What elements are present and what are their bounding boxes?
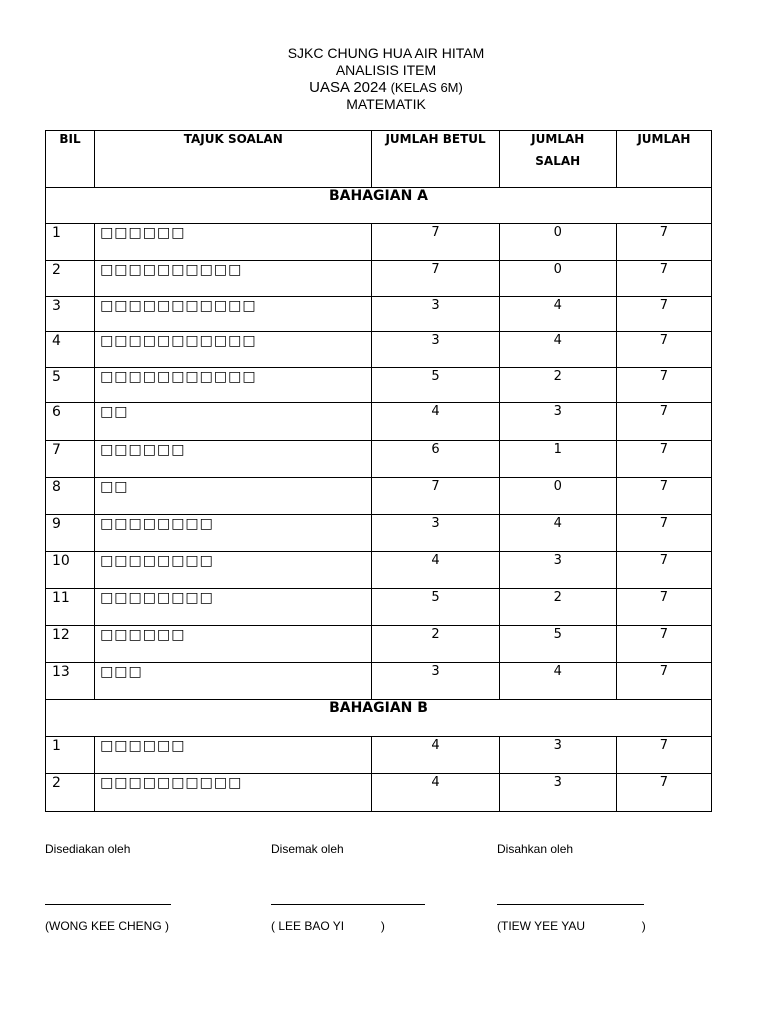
row-wrong-count: 5 — [499, 626, 616, 663]
col-header-total: JUMLAH — [616, 131, 711, 188]
col-header-bil: BIL — [46, 131, 95, 188]
row-total-count: 7 — [616, 663, 711, 700]
signature-name: (TIEW YEE YAU ) — [497, 919, 646, 933]
signature-line — [45, 904, 171, 905]
row-number: 12 — [46, 626, 95, 663]
col-header-wrong-line1: JUMLAH — [531, 132, 585, 146]
row-topic: □□□□□□□□□□□ — [95, 297, 372, 332]
section-header-row — [46, 188, 712, 224]
row-wrong-count: 4 — [499, 515, 616, 552]
signature-label: Disemak oleh — [271, 842, 344, 856]
table-row — [46, 332, 712, 368]
document-title: ANALISIS ITEM — [335, 62, 437, 78]
row-total-count: 7 — [616, 774, 711, 812]
table-row — [46, 261, 712, 297]
row-total-count: 7 — [616, 589, 711, 626]
signature-name: ( LEE BAO YI ) — [271, 919, 385, 933]
row-topic: □□□□□□ — [95, 441, 372, 478]
row-topic: □□□□□□□□ — [95, 589, 372, 626]
row-wrong-count: 2 — [499, 589, 616, 626]
signature-name: (WONG KEE CHENG ) — [45, 919, 170, 933]
row-number: 6 — [46, 403, 95, 441]
row-correct-count: 6 — [372, 441, 499, 478]
row-wrong-count: 1 — [499, 441, 616, 478]
row-topic: □□ — [95, 403, 372, 441]
row-number: 2 — [46, 774, 95, 812]
row-number: 10 — [46, 552, 95, 589]
row-topic: □□□□□□□□□□ — [95, 261, 372, 297]
table-row — [46, 515, 712, 552]
table-row — [46, 297, 712, 332]
row-number: 8 — [46, 478, 95, 515]
table-row — [46, 626, 712, 663]
row-number: 11 — [46, 589, 95, 626]
row-wrong-count: 0 — [499, 224, 616, 261]
row-wrong-count: 4 — [499, 663, 616, 700]
row-total-count: 7 — [616, 552, 711, 589]
row-wrong-count: 3 — [499, 403, 616, 441]
signature-label: Disediakan oleh — [45, 842, 131, 856]
col-header-correct: JUMLAH BETUL — [372, 131, 499, 188]
table-header-row — [46, 131, 712, 188]
row-total-count: 7 — [616, 332, 711, 368]
row-correct-count: 7 — [372, 478, 499, 515]
row-number: 1 — [46, 737, 95, 774]
section-title: BAHAGIAN B — [46, 700, 712, 737]
row-topic: □□□□□□□□□□□ — [95, 332, 372, 368]
row-total-count: 7 — [616, 261, 711, 297]
row-number: 1 — [46, 224, 95, 261]
row-total-count: 7 — [616, 368, 711, 403]
table-row — [46, 403, 712, 441]
row-correct-count: 4 — [372, 774, 499, 812]
row-number: 13 — [46, 663, 95, 700]
row-number: 5 — [46, 368, 95, 403]
signature-line — [271, 904, 425, 905]
row-wrong-count: 3 — [499, 774, 616, 812]
row-number: 3 — [46, 297, 95, 332]
col-header-wrong — [499, 131, 616, 188]
row-number: 9 — [46, 515, 95, 552]
col-header-topic: TAJUK SOALAN — [95, 131, 372, 188]
row-correct-count: 4 — [372, 552, 499, 589]
row-number: 2 — [46, 261, 95, 297]
row-topic: □□□□□□□□ — [95, 552, 372, 589]
row-wrong-count: 4 — [499, 297, 616, 332]
table-row — [46, 441, 712, 478]
table-row — [46, 224, 712, 261]
row-topic: □□□□□□ — [95, 224, 372, 261]
exam-class: (KELAS 6M) — [390, 80, 463, 95]
row-correct-count: 5 — [372, 368, 499, 403]
row-correct-count: 4 — [372, 403, 499, 441]
row-correct-count: 3 — [372, 663, 499, 700]
row-number: 7 — [46, 441, 95, 478]
row-correct-count: 2 — [372, 626, 499, 663]
table-row — [46, 368, 712, 403]
row-total-count: 7 — [616, 297, 711, 332]
document-header — [0, 45, 768, 113]
section-title: BAHAGIAN A — [46, 188, 712, 224]
row-total-count: 7 — [616, 403, 711, 441]
school-name: SJKC CHUNG HUA AIR HITAM — [287, 45, 485, 61]
table-row — [46, 478, 712, 515]
row-topic: □□□□□□□□ — [95, 515, 372, 552]
row-number: 4 — [46, 332, 95, 368]
row-wrong-count: 3 — [499, 552, 616, 589]
row-correct-count: 3 — [372, 332, 499, 368]
row-correct-count: 5 — [372, 589, 499, 626]
row-topic: □□□□□□ — [95, 737, 372, 774]
row-wrong-count: 3 — [499, 737, 616, 774]
row-correct-count: 7 — [372, 261, 499, 297]
row-wrong-count: 2 — [499, 368, 616, 403]
signature-line — [497, 904, 644, 905]
row-topic: □□□ — [95, 663, 372, 700]
row-topic: □□ — [95, 478, 372, 515]
table-row — [46, 663, 712, 700]
subject-name: MATEMATIK — [346, 96, 426, 112]
exam-title — [0, 79, 768, 96]
table-row — [46, 737, 712, 774]
row-topic: □□□□□□□□□□ — [95, 774, 372, 812]
exam-name: UASA 2024 — [309, 79, 387, 96]
row-wrong-count: 0 — [499, 261, 616, 297]
row-wrong-count: 4 — [499, 332, 616, 368]
row-wrong-count: 0 — [499, 478, 616, 515]
row-total-count: 7 — [616, 626, 711, 663]
table-row — [46, 589, 712, 626]
row-total-count: 7 — [616, 515, 711, 552]
row-total-count: 7 — [616, 737, 711, 774]
row-correct-count: 3 — [372, 515, 499, 552]
row-correct-count: 3 — [372, 297, 499, 332]
table-row — [46, 552, 712, 589]
table-row — [46, 774, 712, 812]
row-total-count: 7 — [616, 441, 711, 478]
row-topic: □□□□□□ — [95, 626, 372, 663]
row-topic: □□□□□□□□□□□ — [95, 368, 372, 403]
item-analysis-table — [45, 130, 712, 812]
col-header-wrong-line2: SALAH — [535, 154, 581, 168]
section-header-row — [46, 700, 712, 737]
row-correct-count: 4 — [372, 737, 499, 774]
row-total-count: 7 — [616, 224, 711, 261]
signature-label: Disahkan oleh — [497, 842, 574, 856]
row-total-count: 7 — [616, 478, 711, 515]
row-correct-count: 7 — [372, 224, 499, 261]
